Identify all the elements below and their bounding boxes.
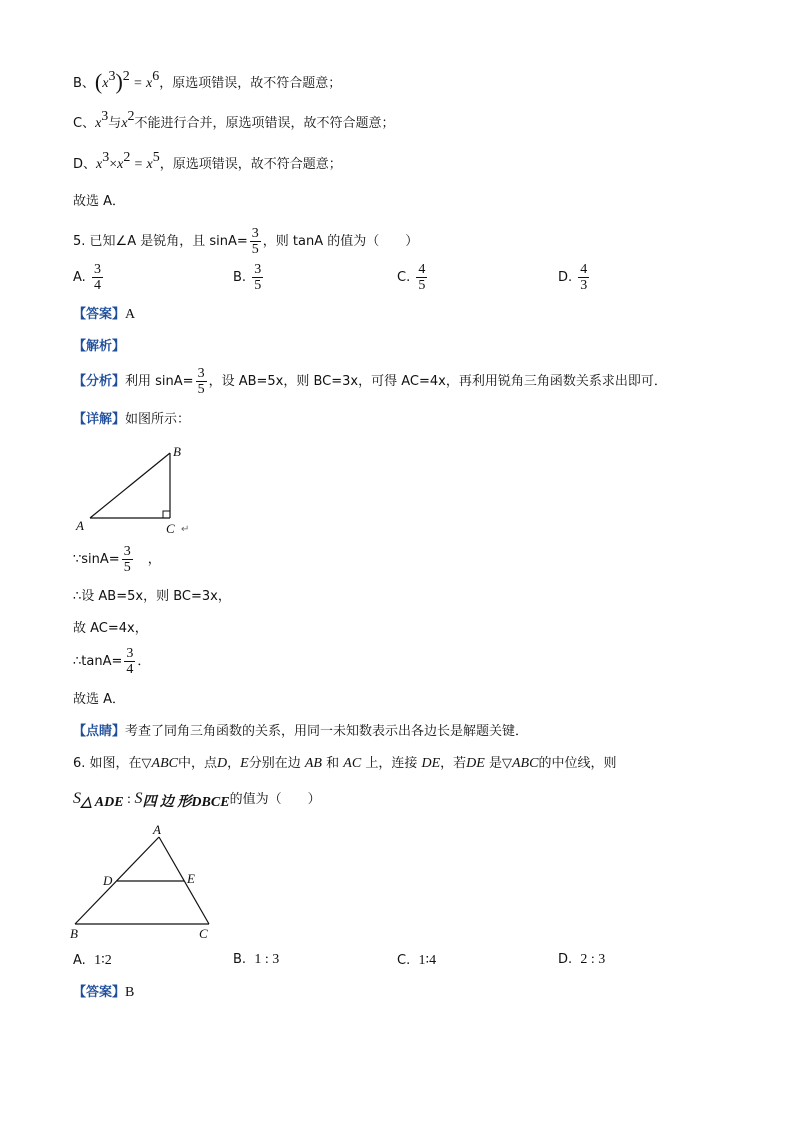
item-label: C、 [73, 116, 96, 131]
xiangjie-tag: 【详解】 [73, 412, 126, 427]
q5-choose: 故选 A． [73, 692, 126, 707]
fraction: $\frac{3}{4}$ [126, 646, 134, 677]
q6-stem-line1: 6. 如图，在▽ABC中，点D，E分别在边 AB 和 AC 上，连接 DE，若DE 是▽ABC的中位线，则 [73, 756, 617, 771]
math-var: x [146, 157, 153, 172]
q5-option-a[interactable]: A. $\frac{3}{4}$ [73, 262, 101, 293]
fraction: $\frac{4}{3}$ [580, 262, 588, 293]
q5-dianjing: 【点睛】考查了同角三角函数的关系，用同一未知数表示出各边长是解题关键． [73, 724, 529, 739]
explanation-text: ，原选项错误，故不符合题意； [159, 76, 342, 91]
math-exponent: 5 [152, 150, 160, 165]
explanation-text: ，原选项错误，故不符合题意； [159, 157, 342, 172]
fraction: $\frac{3}{5}$ [123, 544, 131, 575]
option-d-explanation [73, 150, 342, 175]
math-var: x [121, 116, 128, 131]
q5-stem-text: 5. 已知∠A 是锐角，且 sinA= [73, 234, 248, 249]
q5-option-c[interactable]: C. $\frac{4}{5}$ [397, 262, 426, 293]
q5-fenxi: 【分析】利用 sinA= $\frac{3}{5}$ ，设 AB=5x，则 BC=3x，可得 AC=4x，再利用锐角三角函数关系求出即可． [73, 366, 667, 397]
fenxi-tag: 【分析】 [73, 374, 126, 389]
q5-step4: ∴tanA= $\frac{3}{4}$ ． [73, 646, 151, 677]
q5-answer [73, 305, 135, 325]
dianjing-tag: 【点睛】 [73, 724, 126, 739]
math-exponent: 2 [122, 69, 130, 84]
math-var: x [117, 157, 124, 172]
q6-option-b[interactable]: B. 1 : 3 [233, 952, 280, 967]
item-label: B、 [73, 76, 95, 91]
vertex-label-b: B [70, 926, 78, 941]
fraction: $\frac{3}{4}$ [93, 262, 101, 293]
math-var: x [96, 157, 103, 172]
q5-stem [73, 226, 418, 257]
answer-tag: 【答案】 [73, 985, 126, 1000]
fraction: $\frac{3}{5}$ [197, 366, 205, 397]
q6-answer [73, 983, 134, 1003]
q5-step2: ∴设 AB=5x，则 BC=3x， [73, 589, 231, 604]
math-operator: = [134, 157, 143, 172]
q6-option-c[interactable]: C. 1∶4 [397, 953, 437, 968]
vertex-label-e: E [187, 871, 195, 886]
fraction: $\frac{3}{5}$ [254, 262, 262, 293]
right-angle-mark [163, 511, 170, 518]
fraction: $\frac{3}{5}$ [251, 226, 259, 257]
q6-option-d[interactable]: D. 2 : 3 [558, 952, 606, 967]
math-exponent: 2 [123, 150, 131, 165]
math-operator: × [109, 157, 118, 172]
answer-value: A [125, 307, 136, 322]
right-triangle-figure [74, 440, 204, 536]
math-exponent: 2 [127, 109, 135, 124]
vertex-label-a: A [153, 822, 161, 837]
q5-option-b[interactable]: B. $\frac{3}{5}$ [233, 262, 262, 293]
vertex-label-a: A [76, 518, 84, 533]
side-ab [90, 453, 170, 518]
item-label: D、 [73, 157, 97, 172]
math-exponent: 3 [101, 109, 109, 124]
choose-a-line: 故选 A． [73, 194, 126, 209]
vertex-label-c: C [166, 521, 175, 536]
option-c-explanation [73, 109, 395, 134]
q5-step3: 故 AC=4x， [73, 621, 148, 636]
q6-option-a[interactable]: A. 1∶2 [73, 953, 112, 968]
triangle-midline-figure [66, 820, 226, 946]
math-exponent: 6 [152, 69, 160, 84]
vertex-label-d: D [103, 873, 113, 888]
analysis-tag: 【解析】 [73, 339, 126, 354]
explanation-text: 不能进行合并，原选项错误，故不符合题意； [134, 116, 395, 131]
q5-xiangjie: 【详解】如图所示： [73, 412, 191, 427]
q5-analysis-header [73, 337, 125, 357]
option-b-explanation: B、$(x^3)^2 = x^6$，原选项错误，故不符合题意； [73, 69, 342, 94]
answer-tag: 【答案】 [73, 307, 126, 322]
math-var: x [102, 76, 109, 91]
connector-text: 与 [108, 116, 122, 131]
q5-option-d[interactable]: D. $\frac{4}{3}$ [558, 262, 588, 293]
math-exponent: 3 [102, 150, 110, 165]
math-operator: = [133, 76, 142, 91]
fraction: $\frac{4}{5}$ [418, 262, 426, 293]
q6-stem-line2: $S_{\triangle ADE}$ : $S_{四 边 形DBCE}$的值为（ ） [73, 790, 321, 810]
math-var: x [145, 76, 153, 91]
math-var: x [95, 116, 102, 131]
math-exponent: 3 [108, 69, 116, 84]
answer-value: B [125, 985, 135, 1000]
q5-step1: ∵sinA= $\frac{3}{5}$ ， [73, 544, 161, 575]
return-mark: ↵ [181, 524, 190, 535]
vertex-label-c: C [199, 926, 208, 941]
q5-stem-text: ，则 tanA 的值为（ ） [262, 234, 419, 249]
vertex-label-b: B [173, 444, 181, 459]
